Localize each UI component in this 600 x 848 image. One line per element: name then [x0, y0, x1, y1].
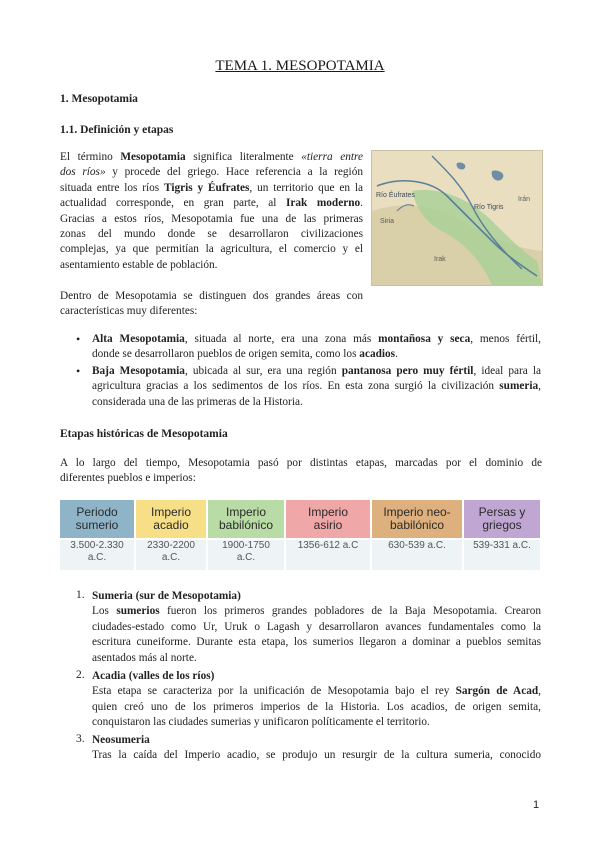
period-header: Imperio neo- babilónico	[372, 500, 462, 538]
section-heading-definicion: 1.1. Definición y etapas	[60, 124, 174, 136]
stage-neosumeria: Neosumeria Tras la caída del Imperio acadio, se produjo un resurgir de la cultura sumeria, conocido	[92, 734, 541, 762]
period-dates: 539-331 a.C.	[464, 540, 540, 570]
stage-number: 1.	[76, 589, 85, 601]
period-header: Persas y griegos	[464, 500, 540, 538]
map-label-irak: Irak	[434, 256, 446, 263]
areas-intro-paragraph: Dentro de Mesopotamia se distinguen dos grandes áreas con características muy diferentes:	[60, 290, 363, 318]
period-header: Imperio acadio	[136, 500, 206, 538]
stage-number: 3.	[76, 733, 85, 745]
map-label-siria: Siria	[380, 218, 395, 225]
intro-paragraph: El término Mesopotamia significa literalmente «tierra entre dos ríos» y procede del griego. Hace referencia a la región situada entre los ríos Tigris y Éufrates, un territorio que en la actualidad corresponde, en gran parte, al Irak moderno. Gracias a estos ríos, Mesopotamia fue una de las primeras zonas del mundo donde se desarrollaron civilizaciones complejas, ya que permitían la agricultura, el comercio y el asentamiento estable de población.	[60, 151, 363, 271]
periods-table	[60, 500, 540, 570]
period-dates: 2330-2200 a.C.	[136, 540, 206, 570]
section-heading-etapas: Etapas históricas de Mesopotamia	[60, 428, 228, 440]
section-heading-mesopotamia: 1. Mesopotamia	[60, 93, 138, 105]
map-label-tigris: Río Tigris	[474, 204, 504, 211]
period-header: Imperio babilónico	[208, 500, 284, 538]
map-label-eufrates: Río Éufrates	[376, 192, 415, 199]
page-title: TEMA 1. MESOPOTAMIA	[215, 58, 385, 74]
period-dates: 630-539 a.C.	[372, 540, 462, 570]
period-header: Imperio asirio	[286, 500, 370, 538]
period-dates: 3.500-2.330 a.C.	[60, 540, 134, 570]
stage-acadia: Acadia (valles de los ríos) Esta etapa se caracteriza por la unificación de Mesopotamia bajo el rey Sargón de Acad, quien creó uno de los primeros imperios de la Historia. Los acadios, de origen semita, conquistaron las ciudades sumerias y unificaron políticamente el territorio.	[92, 670, 541, 729]
bullet-dot-icon: •	[76, 332, 81, 346]
stages-intro-paragraph: A lo largo del tiempo, Mesopotamia pasó por distintas etapas, marcadas por el dominio de diferentes pueblos e imperios:	[60, 457, 542, 485]
bullet-baja-mesopotamia: Baja Mesopotamia, ubicada al sur, era una región pantanosa pero muy fértil, ideal para la agricultura gracias a los sedimentos de los ríos. En esta zona surgió la civilización sumeria, considerada una de las primeras de la Historia.	[92, 365, 542, 408]
bullet-dot-icon: •	[76, 364, 81, 378]
mesopotamia-map	[371, 150, 543, 286]
stage-sumeria: Sumeria (sur de Mesopotamia) Los sumerios fueron los primeros grandes pobladores de la Baja Mesopotamia. Crearon ciudades-estado como Ur, Uruk o Lagash y desarrollaron avances fundamentales como la escritura cuneiforme. Durante esta etapa, los sumerios llegaron a dominar a pueblos semitas asentados más al norte.	[92, 590, 541, 664]
period-dates: 1356-612 a.C	[286, 540, 370, 570]
page-number: 1	[533, 799, 540, 811]
stage-number: 2.	[76, 669, 85, 681]
period-dates: 1900-1750 a.C.	[208, 540, 284, 570]
period-header: Periodo sumerio	[60, 500, 134, 538]
bullet-alta-mesopotamia: Alta Mesopotamia, situada al norte, era una zona más montañosa y seca, menos fértil, donde se desarrollaron pueblos de origen semita, como los acadios.	[92, 333, 541, 361]
map-label-iran: Irán	[518, 196, 531, 203]
map-graphic	[372, 151, 542, 285]
